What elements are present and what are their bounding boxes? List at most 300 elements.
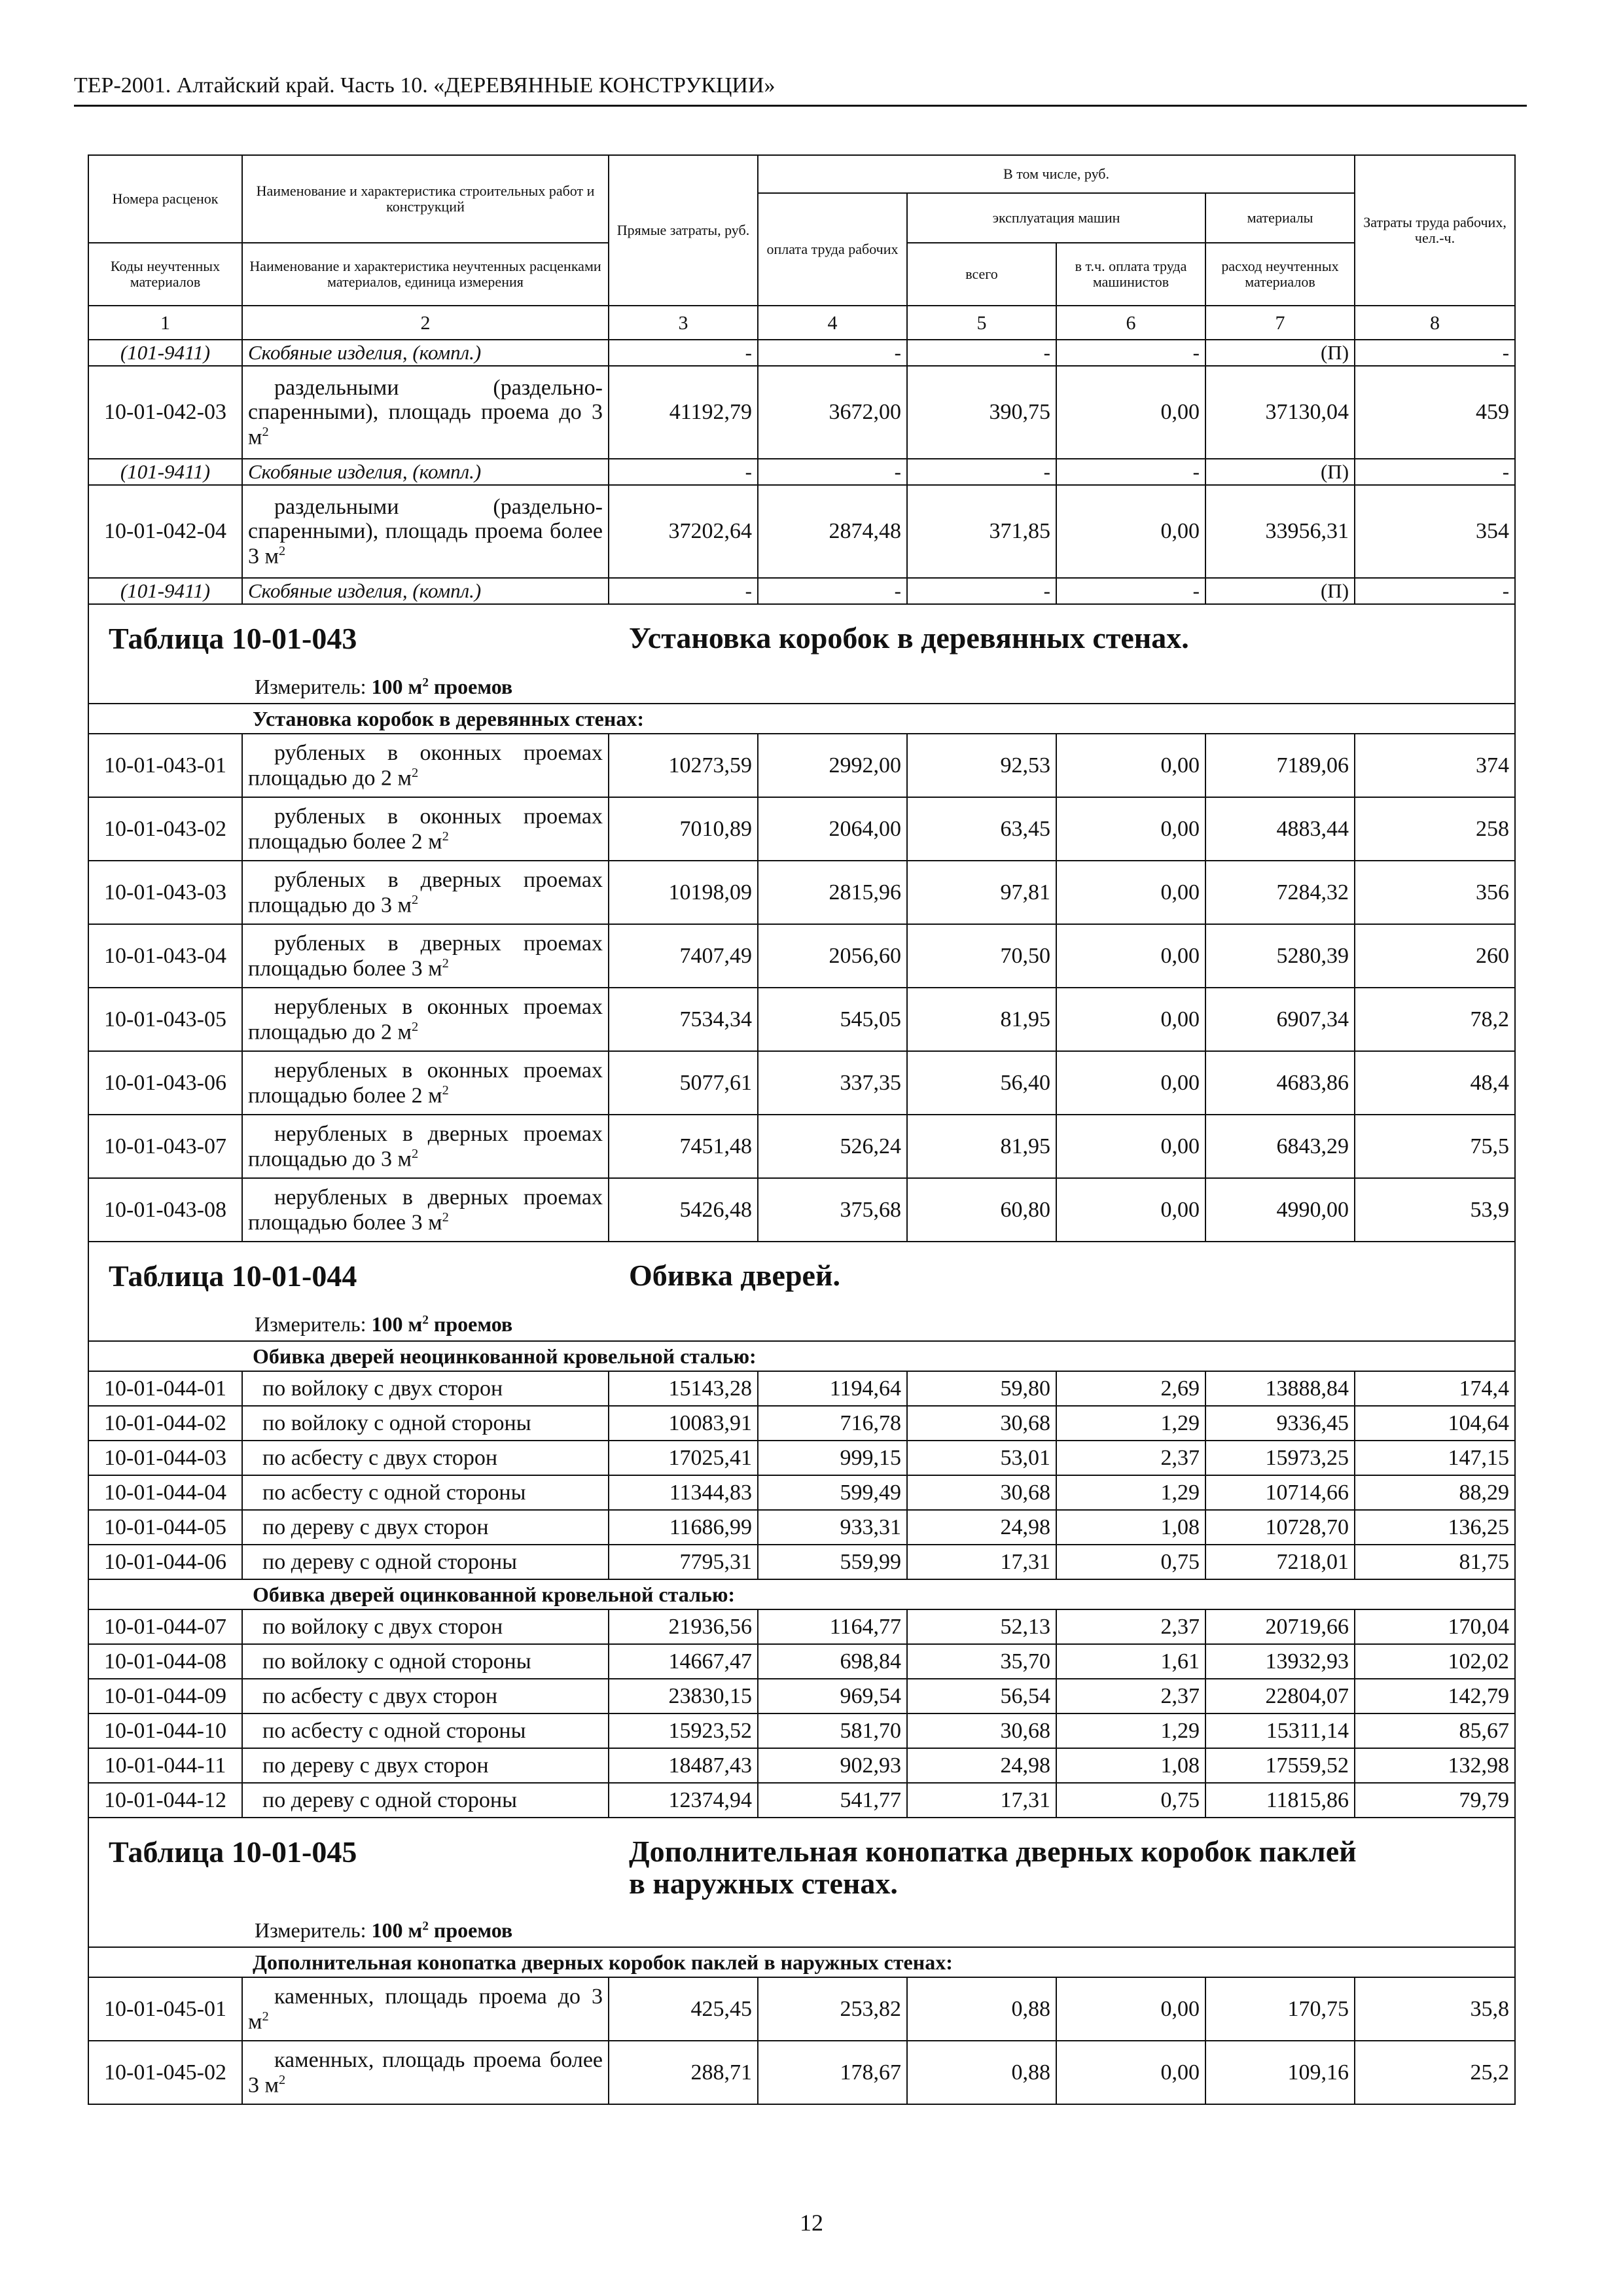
direct-cost: 7795,31 <box>609 1545 758 1579</box>
unit-value-text: 100 м <box>371 1312 423 1336</box>
machine-cost: 97,81 <box>907 861 1056 924</box>
col-number: 6 <box>1056 306 1205 340</box>
labor-hours: 459 <box>1355 366 1515 459</box>
unit-label: Измеритель: <box>255 1918 366 1943</box>
labor-cost: 2992,00 <box>758 734 907 797</box>
labor-cost: 375,68 <box>758 1178 907 1242</box>
machine-cost: 35,70 <box>907 1644 1056 1679</box>
rate-code: 10-01-042-03 <box>88 366 242 459</box>
unit-superscript: 2 <box>411 1146 419 1161</box>
page-header: ТЕР-2001. Алтайский край. Часть 10. «ДЕРЕВЯННЫЕ КОНСТРУКЦИИ» <box>74 73 776 98</box>
column-numbers-row <box>88 306 1515 340</box>
rate-description <box>242 988 609 1051</box>
direct-cost: 21936,56 <box>609 1609 758 1644</box>
machine-cost: 30,68 <box>907 1406 1056 1441</box>
operator-cost: 0,00 <box>1056 1178 1205 1242</box>
direct-cost: 15143,28 <box>609 1371 758 1406</box>
labor-cost: 999,15 <box>758 1441 907 1475</box>
operator-cost: 0,00 <box>1056 1977 1205 2041</box>
rate-description <box>242 2041 609 2104</box>
machine-cost: 0,88 <box>907 2041 1056 2104</box>
rate-description <box>242 366 609 459</box>
col-head-total: всего <box>907 243 1056 306</box>
section-row <box>88 704 1515 734</box>
materials-cost: 11815,86 <box>1205 1783 1355 1818</box>
material-value: - <box>609 459 758 485</box>
operator-cost: 2,37 <box>1056 1679 1205 1713</box>
direct-cost: 10198,09 <box>609 861 758 924</box>
rate-row <box>88 924 1515 988</box>
rate-row <box>88 988 1515 1051</box>
col-head-incl-operators: в т.ч. оплата труда машинистов <box>1056 243 1205 306</box>
rate-code: 10-01-044-06 <box>88 1545 242 1579</box>
unit-superscript: 2 <box>442 1083 449 1098</box>
material-value: - <box>907 459 1056 485</box>
rate-name: по асбесту с двух сторон <box>262 1446 498 1471</box>
col-number: 3 <box>609 306 758 340</box>
rate-name: раздельными (раздельно-спаренными), площадь проема до 3 м <box>248 375 603 449</box>
direct-cost: 18487,43 <box>609 1748 758 1783</box>
rate-row <box>88 797 1515 861</box>
rate-name: по асбесту с одной стороны <box>262 1719 526 1744</box>
materials-cost: 37130,04 <box>1205 366 1355 459</box>
material-value: (П) <box>1205 578 1355 604</box>
direct-cost: 10273,59 <box>609 734 758 797</box>
page-number: 12 <box>800 2210 823 2236</box>
unit-superscript: 2 <box>422 675 429 690</box>
labor-hours: 147,15 <box>1355 1441 1515 1475</box>
rate-name: по асбесту с двух сторон <box>262 1684 498 1709</box>
rate-row <box>88 1441 1515 1475</box>
section-row <box>88 1341 1515 1371</box>
rate-name: рубленых в оконных проемах площадью более 2 м <box>248 804 603 853</box>
col-head-code-bottom: Коды неучтенных материалов <box>88 243 242 306</box>
machine-cost: 63,45 <box>907 797 1056 861</box>
rate-row <box>88 485 1515 578</box>
materials-cost: 7189,06 <box>1205 734 1355 797</box>
rate-code: 10-01-043-04 <box>88 924 242 988</box>
materials-cost: 4990,00 <box>1205 1178 1355 1242</box>
machine-cost: 56,54 <box>907 1679 1056 1713</box>
labor-cost: 2064,00 <box>758 797 907 861</box>
rate-code: 10-01-043-03 <box>88 861 242 924</box>
rate-code: 10-01-044-01 <box>88 1371 242 1406</box>
rate-code: 10-01-043-06 <box>88 1051 242 1115</box>
materials-cost: 5280,39 <box>1205 924 1355 988</box>
rate-row <box>88 1178 1515 1242</box>
operator-cost: 0,00 <box>1056 366 1205 459</box>
rate-name: по дереву с одной стороны <box>262 1550 517 1575</box>
unaccounted-material-row <box>88 459 1515 485</box>
table-name-line: Дополнительная конопатка дверных коробок паклей <box>629 1835 1357 1869</box>
material-value: - <box>1056 459 1205 485</box>
unit-superscript: 2 <box>442 829 449 844</box>
rate-name: нерубленых в дверных проемах площадью до 3 м <box>248 1122 603 1171</box>
direct-cost: 7010,89 <box>609 797 758 861</box>
machine-cost: 59,80 <box>907 1371 1056 1406</box>
rate-description <box>242 1406 609 1441</box>
labor-cost: 1194,64 <box>758 1371 907 1406</box>
rate-code: 10-01-042-04 <box>88 485 242 578</box>
rate-row <box>88 1679 1515 1713</box>
unit-value <box>372 1918 513 1942</box>
col-number: 4 <box>758 306 907 340</box>
direct-cost: 288,71 <box>609 2041 758 2104</box>
labor-cost: 969,54 <box>758 1679 907 1713</box>
rate-row <box>88 1406 1515 1441</box>
rate-name: нерубленых в оконных проемах площадью до 2 м <box>248 995 603 1044</box>
labor-hours: 260 <box>1355 924 1515 988</box>
labor-cost: 2815,96 <box>758 861 907 924</box>
materials-cost: 6907,34 <box>1205 988 1355 1051</box>
rate-row <box>88 1475 1515 1510</box>
labor-hours: 258 <box>1355 797 1515 861</box>
material-value: - <box>609 578 758 604</box>
material-value: - <box>758 459 907 485</box>
rate-description <box>242 1545 609 1579</box>
unit-tail: проемов <box>428 1918 513 1943</box>
operator-cost: 0,00 <box>1056 1115 1205 1178</box>
machine-cost: 56,40 <box>907 1051 1056 1115</box>
rate-code: 10-01-044-08 <box>88 1644 242 1679</box>
materials-cost: 7218,01 <box>1205 1545 1355 1579</box>
unit-superscript: 2 <box>262 2009 269 2024</box>
table-name <box>629 1836 1357 1899</box>
col-head-name-top: Наименование и характеристика строительных работ и конструкций <box>242 155 609 243</box>
direct-cost: 10083,91 <box>609 1406 758 1441</box>
unit-value <box>372 675 513 698</box>
materials-cost: 22804,07 <box>1205 1679 1355 1713</box>
rate-name: по асбесту с одной стороны <box>262 1480 526 1505</box>
direct-cost: 41192,79 <box>609 366 758 459</box>
material-name: Скобяные изделия, (компл.) <box>242 578 609 604</box>
machine-cost: 371,85 <box>907 485 1056 578</box>
unit-superscript: 2 <box>262 424 269 439</box>
operator-cost: 0,00 <box>1056 2041 1205 2104</box>
rate-description <box>242 1679 609 1713</box>
material-value: - <box>1355 578 1515 604</box>
rate-code: 10-01-043-01 <box>88 734 242 797</box>
unit-superscript: 2 <box>279 543 286 558</box>
rate-description <box>242 1644 609 1679</box>
operator-cost: 1,29 <box>1056 1713 1205 1748</box>
direct-cost: 7407,49 <box>609 924 758 988</box>
operator-cost: 0,00 <box>1056 861 1205 924</box>
materials-cost: 33956,31 <box>1205 485 1355 578</box>
rate-description <box>242 485 609 578</box>
material-name: Скобяные изделия, (компл.) <box>242 340 609 366</box>
labor-cost: 526,24 <box>758 1115 907 1178</box>
labor-cost: 337,35 <box>758 1051 907 1115</box>
direct-cost: 17025,41 <box>609 1441 758 1475</box>
table-heading-box <box>89 1243 1514 1340</box>
operator-cost: 0,00 <box>1056 1051 1205 1115</box>
rate-description <box>242 1441 609 1475</box>
rate-description <box>242 1783 609 1818</box>
unit-superscript: 2 <box>411 1019 419 1034</box>
rate-name: по войлоку с двух сторон <box>262 1376 503 1401</box>
materials-cost: 170,75 <box>1205 1977 1355 2041</box>
material-value: - <box>1056 578 1205 604</box>
table-title: Таблица 10-01-045 <box>109 1835 357 1869</box>
rate-name: рубленых в дверных проемах площадью до 3 м <box>248 868 603 917</box>
col-head-name-bottom: Наименование и характеристика неучтенных расценками материалов, единица измерения <box>242 243 609 306</box>
rate-description <box>242 1115 609 1178</box>
operator-cost: 0,75 <box>1056 1783 1205 1818</box>
col-number: 8 <box>1355 306 1515 340</box>
labor-cost: 933,31 <box>758 1510 907 1545</box>
rate-code: 10-01-043-02 <box>88 797 242 861</box>
table-heading-row <box>88 1242 1515 1341</box>
col-number: 7 <box>1205 306 1355 340</box>
rate-description <box>242 797 609 861</box>
labor-hours: 78,2 <box>1355 988 1515 1051</box>
rate-name: по дереву с одной стороны <box>262 1788 517 1813</box>
materials-cost: 10714,66 <box>1205 1475 1355 1510</box>
table-heading-row <box>88 1818 1515 1947</box>
table-heading-box <box>89 605 1514 702</box>
direct-cost: 7451,48 <box>609 1115 758 1178</box>
table-heading-box <box>89 1819 1514 1946</box>
rate-code: 10-01-044-04 <box>88 1475 242 1510</box>
rate-description <box>242 924 609 988</box>
section-title: Установка коробок в деревянных стенах: <box>88 704 1515 734</box>
section-row <box>88 1947 1515 1977</box>
labor-cost: 698,84 <box>758 1644 907 1679</box>
rate-name: рубленых в оконных проемах площадью до 2 м <box>248 741 603 790</box>
table-heading <box>88 604 1515 704</box>
material-value: - <box>907 578 1056 604</box>
rate-code: 10-01-045-02 <box>88 2041 242 2104</box>
table-title: Таблица 10-01-044 <box>109 1259 357 1293</box>
operator-cost: 0,00 <box>1056 988 1205 1051</box>
rate-description <box>242 1475 609 1510</box>
unaccounted-material-row <box>88 340 1515 366</box>
rate-description <box>242 1510 609 1545</box>
labor-cost: 2874,48 <box>758 485 907 578</box>
rate-row <box>88 1609 1515 1644</box>
col-number: 2 <box>242 306 609 340</box>
unit-label: Измеритель: <box>255 675 366 699</box>
labor-cost: 178,67 <box>758 2041 907 2104</box>
machine-cost: 52,13 <box>907 1609 1056 1644</box>
machine-cost: 24,98 <box>907 1510 1056 1545</box>
labor-cost: 902,93 <box>758 1748 907 1783</box>
material-value: - <box>758 340 907 366</box>
unit-value-text: 100 м <box>371 1918 423 1943</box>
section-row <box>88 1579 1515 1609</box>
rate-row <box>88 734 1515 797</box>
rate-description <box>242 734 609 797</box>
labor-hours: 174,4 <box>1355 1371 1515 1406</box>
machine-cost: 17,31 <box>907 1545 1056 1579</box>
rate-name: нерубленых в оконных проемах площадью более 2 м <box>248 1058 603 1107</box>
labor-hours: 25,2 <box>1355 2041 1515 2104</box>
labor-hours: 53,9 <box>1355 1178 1515 1242</box>
rate-code: 10-01-044-05 <box>88 1510 242 1545</box>
machine-cost: 24,98 <box>907 1748 1056 1783</box>
operator-cost: 1,08 <box>1056 1510 1205 1545</box>
rate-name: каменных, площадь проема более 3 м <box>248 2048 603 2097</box>
col-head-materials: материалы <box>1205 193 1355 243</box>
materials-cost: 13888,84 <box>1205 1371 1355 1406</box>
rates-table <box>88 154 1516 2105</box>
material-code: (101-9411) <box>88 340 242 366</box>
col-head-direct: Прямые затраты, руб. <box>609 155 758 306</box>
direct-cost: 23830,15 <box>609 1679 758 1713</box>
rate-name: раздельными (раздельно-спаренными), площадь проема более 3 м <box>248 494 603 569</box>
rate-code: 10-01-044-02 <box>88 1406 242 1441</box>
unaccounted-material-row <box>88 578 1515 604</box>
col-head-machines: эксплуатация машин <box>907 193 1205 243</box>
material-value: - <box>1355 340 1515 366</box>
section-title: Обивка дверей оцинкованной кровельной сталью: <box>88 1579 1515 1609</box>
table-name-text: Обивка дверей. <box>629 1259 840 1293</box>
table-name-line: в наружных стенах. <box>629 1866 898 1900</box>
operator-cost: 0,00 <box>1056 797 1205 861</box>
machine-cost: 81,95 <box>907 988 1056 1051</box>
labor-cost: 716,78 <box>758 1406 907 1441</box>
rate-code: 10-01-044-10 <box>88 1713 242 1748</box>
unit-value <box>372 1312 513 1336</box>
labor-hours: 354 <box>1355 485 1515 578</box>
header-rule <box>74 105 1527 107</box>
rate-row <box>88 366 1515 459</box>
labor-cost: 253,82 <box>758 1977 907 2041</box>
rate-name: по дереву с двух сторон <box>262 1515 489 1540</box>
rate-row <box>88 1977 1515 2041</box>
operator-cost: 0,75 <box>1056 1545 1205 1579</box>
table-heading <box>88 1242 1515 1341</box>
material-value: - <box>1056 340 1205 366</box>
materials-cost: 13932,93 <box>1205 1644 1355 1679</box>
materials-cost: 109,16 <box>1205 2041 1355 2104</box>
rate-row <box>88 1748 1515 1783</box>
machine-cost: 30,68 <box>907 1713 1056 1748</box>
material-code: (101-9411) <box>88 459 242 485</box>
rate-name: по дереву с двух сторон <box>262 1753 489 1778</box>
operator-cost: 1,08 <box>1056 1748 1205 1783</box>
table-name <box>629 622 1189 654</box>
materials-cost: 10728,70 <box>1205 1510 1355 1545</box>
labor-hours: 75,5 <box>1355 1115 1515 1178</box>
machine-cost: 53,01 <box>907 1441 1056 1475</box>
labor-cost: 1164,77 <box>758 1609 907 1644</box>
col-head-code-top: Номера расценок <box>88 155 242 243</box>
labor-cost: 559,99 <box>758 1545 907 1579</box>
materials-cost: 17559,52 <box>1205 1748 1355 1783</box>
unit-label: Измеритель: <box>255 1312 366 1336</box>
operator-cost: 1,29 <box>1056 1475 1205 1510</box>
labor-cost: 581,70 <box>758 1713 907 1748</box>
rate-row <box>88 1713 1515 1748</box>
rate-name: рубленых в дверных проемах площадью более 3 м <box>248 931 603 980</box>
rate-description <box>242 1713 609 1748</box>
table-unit <box>255 1313 512 1336</box>
operator-cost: 2,69 <box>1056 1371 1205 1406</box>
material-value: (П) <box>1205 340 1355 366</box>
rate-row <box>88 1783 1515 1818</box>
rate-name: нерубленых в дверных проемах площадью более 3 м <box>248 1185 603 1234</box>
machine-cost: 81,95 <box>907 1115 1056 1178</box>
unit-superscript: 2 <box>442 1210 449 1225</box>
rate-code: 10-01-045-01 <box>88 1977 242 2041</box>
labor-cost: 2056,60 <box>758 924 907 988</box>
rate-description <box>242 1977 609 2041</box>
operator-cost: 0,00 <box>1056 485 1205 578</box>
table-heading-row <box>88 604 1515 704</box>
table-heading <box>88 1818 1515 1947</box>
table-name-text: Установка коробок в деревянных стенах. <box>629 621 1189 655</box>
machine-cost: 92,53 <box>907 734 1056 797</box>
direct-cost: 12374,94 <box>609 1783 758 1818</box>
rate-row <box>88 1115 1515 1178</box>
rate-description <box>242 1178 609 1242</box>
direct-cost: 11686,99 <box>609 1510 758 1545</box>
labor-cost: 599,49 <box>758 1475 907 1510</box>
materials-cost: 20719,66 <box>1205 1609 1355 1644</box>
rate-name: по войлоку с одной стороны <box>262 1411 531 1436</box>
rate-description <box>242 1371 609 1406</box>
operator-cost: 1,61 <box>1056 1644 1205 1679</box>
labor-hours: 79,79 <box>1355 1783 1515 1818</box>
unit-tail: проемов <box>428 675 513 699</box>
labor-hours: 81,75 <box>1355 1545 1515 1579</box>
rate-row <box>88 861 1515 924</box>
direct-cost: 11344,83 <box>609 1475 758 1510</box>
labor-hours: 35,8 <box>1355 1977 1515 2041</box>
rate-row <box>88 1510 1515 1545</box>
labor-hours: 374 <box>1355 734 1515 797</box>
rate-row <box>88 1644 1515 1679</box>
labor-hours: 170,04 <box>1355 1609 1515 1644</box>
rate-description <box>242 861 609 924</box>
material-value: - <box>758 578 907 604</box>
materials-cost: 6843,29 <box>1205 1115 1355 1178</box>
unit-superscript: 2 <box>411 892 419 907</box>
labor-cost: 541,77 <box>758 1783 907 1818</box>
unit-superscript: 2 <box>442 956 449 971</box>
unit-value-text: 100 м <box>371 675 423 699</box>
section-title: Обивка дверей неоцинкованной кровельной сталью: <box>88 1341 1515 1371</box>
unit-superscript: 2 <box>422 1313 429 1327</box>
rate-name: каменных, площадь проема до 3 м <box>248 1984 603 2034</box>
col-head-labor-hours: Затраты труда рабочих, чел.-ч. <box>1355 155 1515 306</box>
unit-superscript: 2 <box>422 1919 429 1933</box>
rate-code: 10-01-044-12 <box>88 1783 242 1818</box>
operator-cost: 0,00 <box>1056 734 1205 797</box>
materials-cost: 15973,25 <box>1205 1441 1355 1475</box>
labor-hours: 88,29 <box>1355 1475 1515 1510</box>
col-number: 5 <box>907 306 1056 340</box>
machine-cost: 30,68 <box>907 1475 1056 1510</box>
material-value: - <box>609 340 758 366</box>
rate-code: 10-01-044-09 <box>88 1679 242 1713</box>
material-name: Скобяные изделия, (компл.) <box>242 459 609 485</box>
rate-name: по войлоку с одной стороны <box>262 1649 531 1674</box>
rate-code: 10-01-044-03 <box>88 1441 242 1475</box>
rate-description <box>242 1748 609 1783</box>
labor-hours: 48,4 <box>1355 1051 1515 1115</box>
materials-cost: 9336,45 <box>1205 1406 1355 1441</box>
machine-cost: 0,88 <box>907 1977 1056 2041</box>
operator-cost: 1,29 <box>1056 1406 1205 1441</box>
table-title: Таблица 10-01-043 <box>109 622 357 656</box>
unit-superscript: 2 <box>279 2072 286 2087</box>
rate-code: 10-01-043-07 <box>88 1115 242 1178</box>
rate-description <box>242 1609 609 1644</box>
unit-superscript: 2 <box>411 765 419 780</box>
